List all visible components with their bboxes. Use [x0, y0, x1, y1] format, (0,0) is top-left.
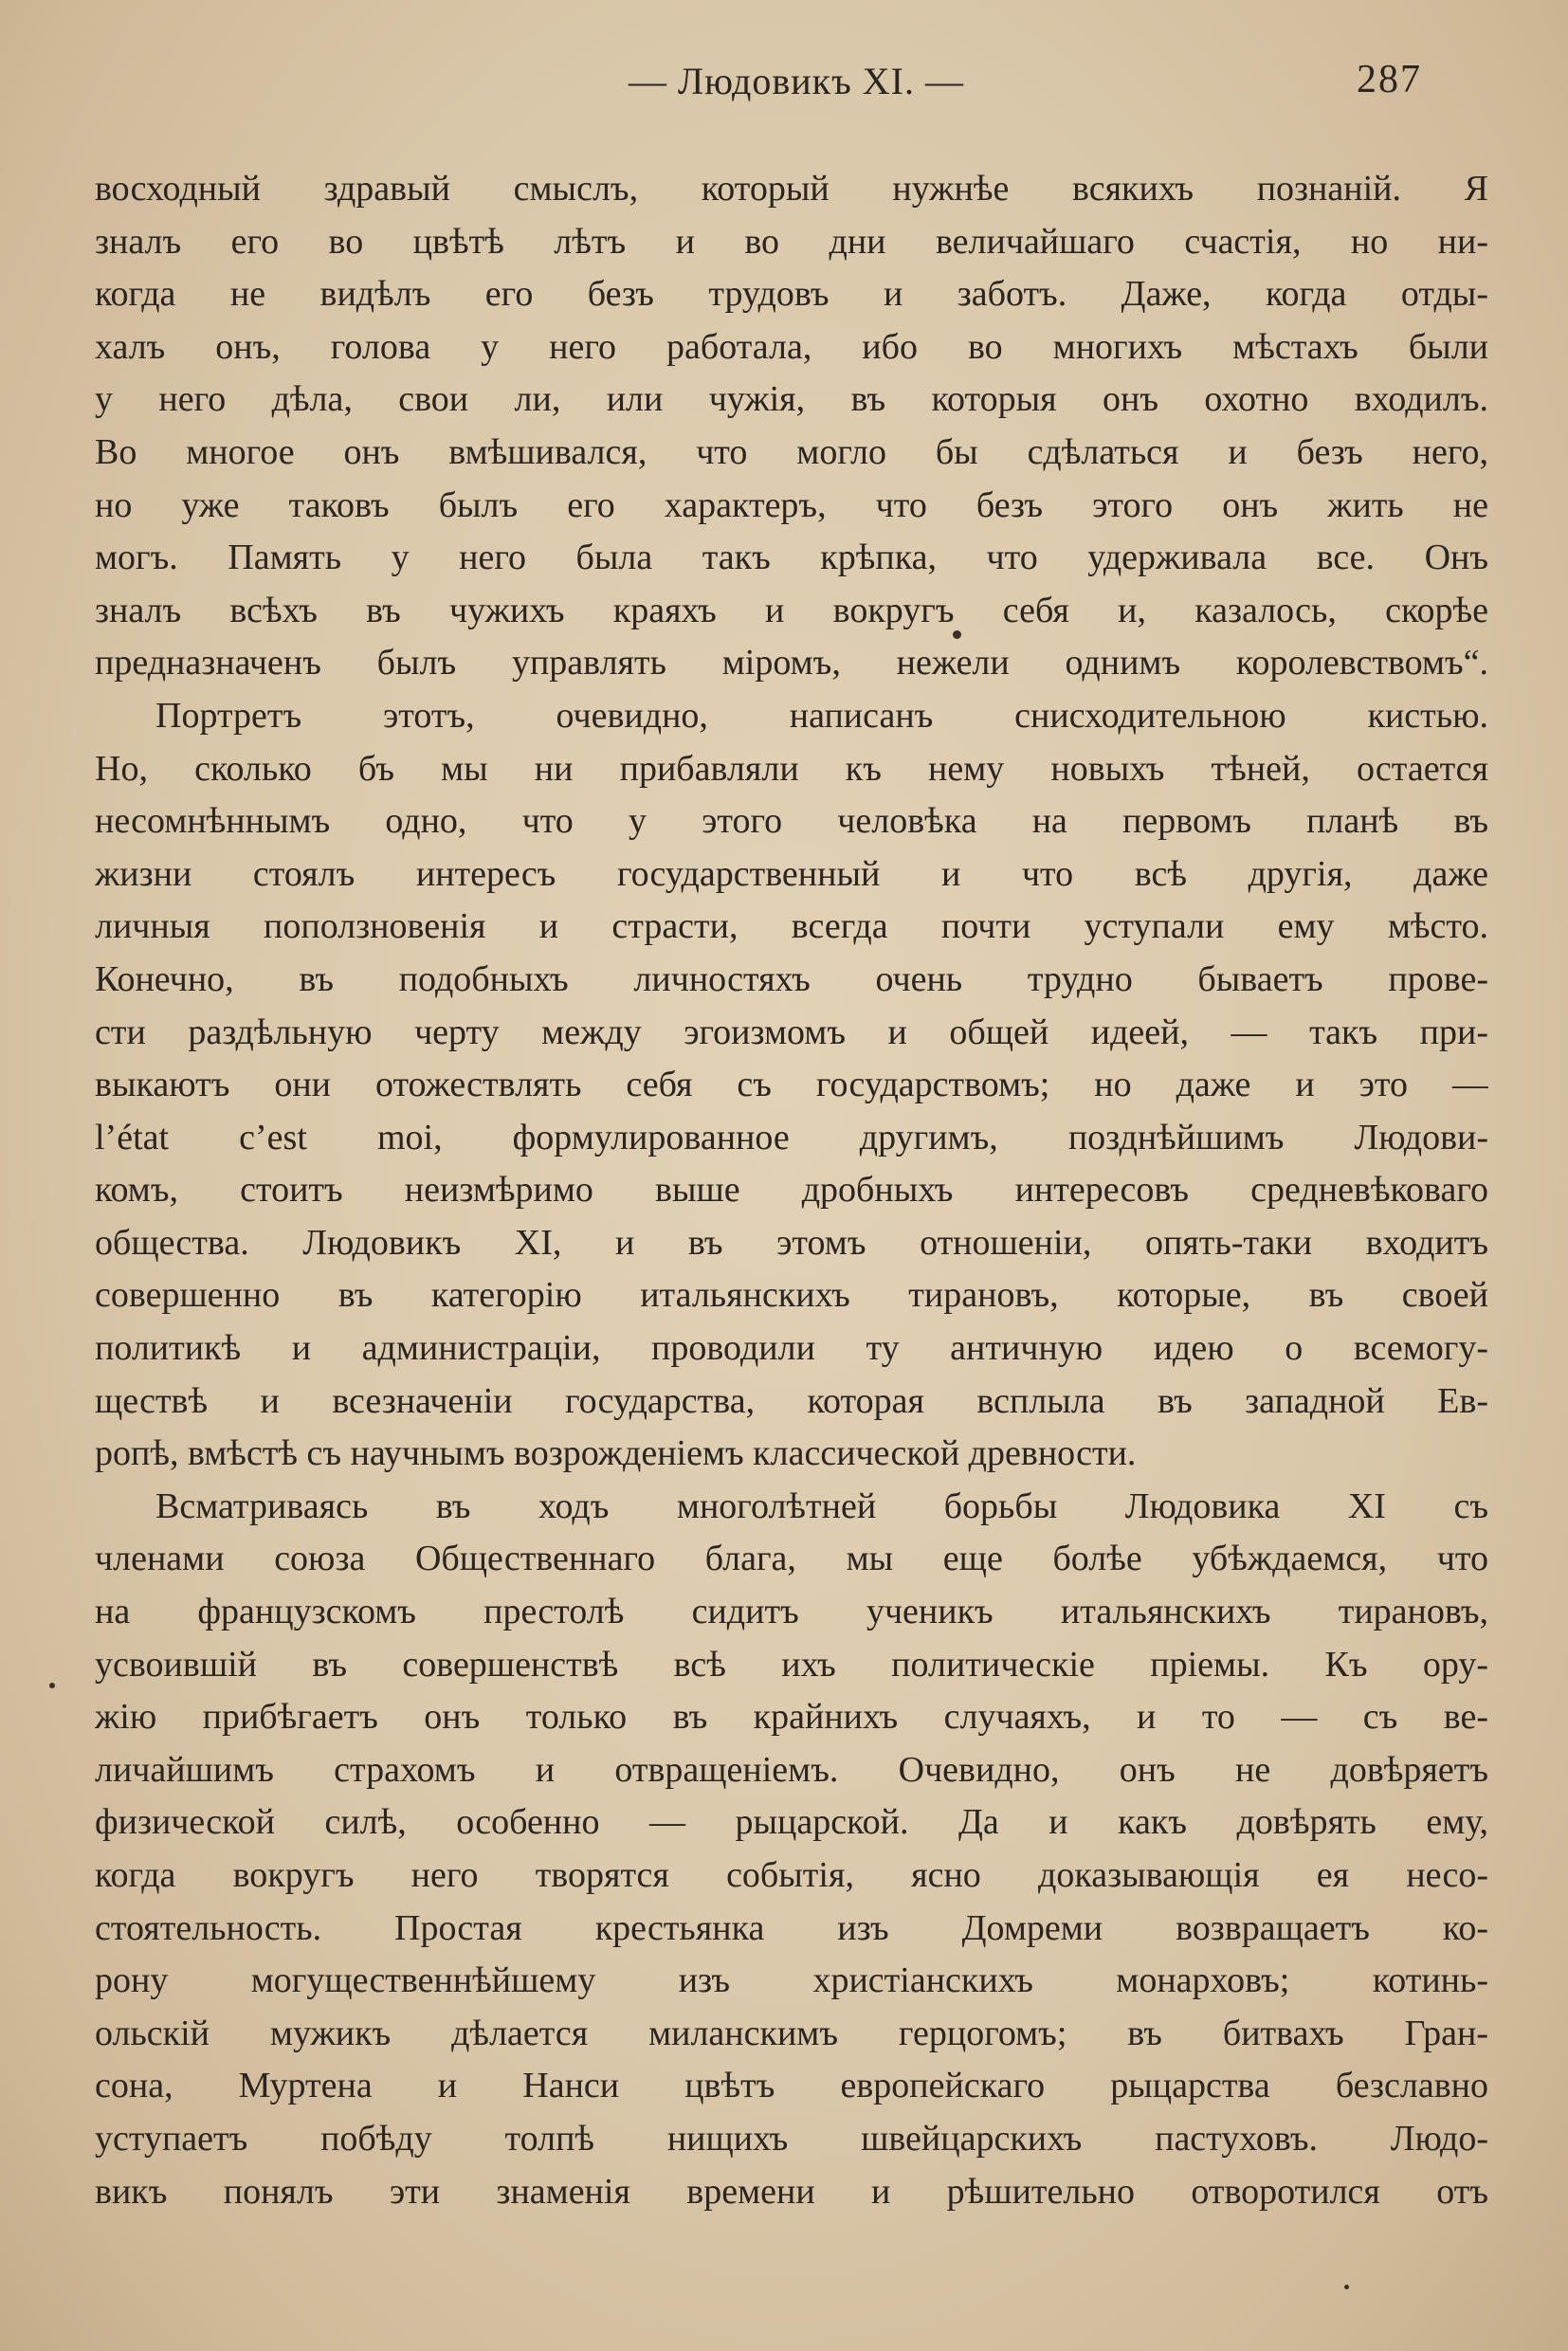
text-line: Всматриваясь въ ходъ многолѣтней борьбы Людовика XI съ — [155, 1485, 1488, 1526]
text-line: l’état c’est moi, формулированное другимъ, позднѣйшимъ Людови- — [95, 1117, 1488, 1157]
text-line: физической силѣ, особенно — рыцарской. Да и какъ довѣрять ему, — [95, 1802, 1488, 1843]
ink-spot — [49, 1683, 55, 1688]
page-header — [95, 59, 1498, 116]
text-line: жію прибѣгаетъ онъ только въ крайнихъ случаяхъ, и то — съ ве- — [95, 1697, 1488, 1738]
text-line: ропѣ, вмѣстѣ съ научнымъ возрожденіемъ классической древности. — [95, 1433, 1137, 1474]
text-line: когда не видѣлъ его безъ трудовъ и заботъ. Даже, когда отды- — [95, 274, 1488, 315]
text-line: личныя поползновенія и страсти, всегда почти уступали ему мѣсто. — [95, 906, 1488, 947]
text-line: Во многое онъ вмѣшивался, что могло бы сдѣлаться и безъ него, — [95, 431, 1488, 472]
text-line: общества. Людовикъ XI, и въ этомъ отношеніи, опять-таки входитъ — [95, 1222, 1488, 1263]
text-line: у него дѣла, свои ли, или чужія, въ которыя онъ охотно входилъ. — [95, 379, 1488, 420]
text-line: Но, сколько бъ мы ни прибавляли къ нему новыхъ тѣней, остается — [95, 748, 1488, 789]
page-number: 287 — [1357, 58, 1422, 101]
text-line: рону могущественнѣйшему изъ христіанскихъ монарховъ; котинь- — [95, 1960, 1488, 2001]
text-line: несомнѣннымъ одно, что у этого человѣка на первомъ планѣ въ — [95, 801, 1488, 842]
text-line: выкаютъ они отожествлять себя съ государствомъ; но даже и это — — [95, 1065, 1488, 1105]
text-line: Конечно, въ подобныхъ личностяхъ очень трудно бываетъ прове- — [95, 958, 1488, 999]
text-line: комъ, стоитъ неизмѣримо выше дробныхъ интересовъ средневѣковаго — [95, 1170, 1488, 1211]
text-line: сти раздѣльную черту между эгоизмомъ и общей идеей, — такъ при- — [95, 1011, 1488, 1052]
text-line: Портретъ этотъ, очевидно, написанъ снисходительною кистью. — [155, 695, 1488, 736]
text-line: могъ. Память у него была такъ крѣпка, что удерживала все. Онъ — [95, 538, 1488, 578]
text-line: предназначенъ былъ управлять міромъ, нежели однимъ королевствомъ“. — [95, 643, 1488, 683]
text-line: халъ онъ, голова у него работала, ибо во многихъ мѣстахъ были — [95, 326, 1488, 367]
text-line: на французскомъ престолѣ сидитъ ученикъ итальянскихъ тирановъ, — [95, 1592, 1488, 1632]
ink-spot — [1344, 2285, 1349, 2289]
text-line: викъ понялъ эти знаменія времени и рѣшительно отворотился отъ — [95, 2171, 1488, 2212]
text-line: совершенно въ категорію итальянскихъ тирановъ, которые, въ своей — [95, 1275, 1488, 1316]
text-line: стоятельность. Простая крестьянка изъ Домреми возвращаетъ ко- — [95, 1907, 1488, 1948]
text-line: уступаетъ побѣду толпѣ нищихъ швейцарскихъ пастуховъ. Людо- — [95, 2118, 1488, 2159]
ink-spot — [953, 630, 961, 639]
text-line: членами союза Общественнаго блага, мы еще болѣе убѣждаемся, что — [95, 1539, 1488, 1579]
text-line: политикѣ и администраціи, проводили ту античную идею о всемогу- — [95, 1328, 1488, 1369]
text-line: когда вокругъ него творятся событія, ясно доказывающія ея несо- — [95, 1855, 1488, 1895]
body-text — [95, 163, 1488, 2218]
text-line: личайшимъ страхомъ и отвращеніемъ. Очевидно, онъ не довѣряетъ — [95, 1749, 1488, 1790]
text-line: ольскій мужикъ дѣлается миланскимъ герцогомъ; въ битвахъ Гран- — [95, 2013, 1488, 2053]
text-line: ществѣ и всезначеніи государства, которая всплыла въ западной Ев- — [95, 1380, 1488, 1421]
running-title: — Людовикъ XI. — — [629, 60, 964, 102]
text-line: жизни стоялъ интересъ государственный и что всѣ другія, даже — [95, 853, 1488, 894]
text-line: но уже таковъ былъ его характеръ, что безъ этого онъ жить не — [95, 484, 1488, 525]
text-line: зналъ его во цвѣтѣ лѣтъ и во дни величайшаго счастія, но ни- — [95, 221, 1488, 262]
text-line: восходный здравый смыслъ, который нужнѣе всякихъ познаній. Я — [95, 169, 1488, 209]
text-line: зналъ всѣхъ въ чужихъ краяхъ и вокругъ себя и, казалось, скорѣе — [95, 590, 1488, 630]
text-line: усвоившій въ совершенствѣ всѣ ихъ политическіе пріемы. Къ ору- — [95, 1644, 1488, 1685]
text-line: сона, Муртена и Нанси цвѣтъ европейскаго рыцарства безславно — [95, 2066, 1488, 2106]
